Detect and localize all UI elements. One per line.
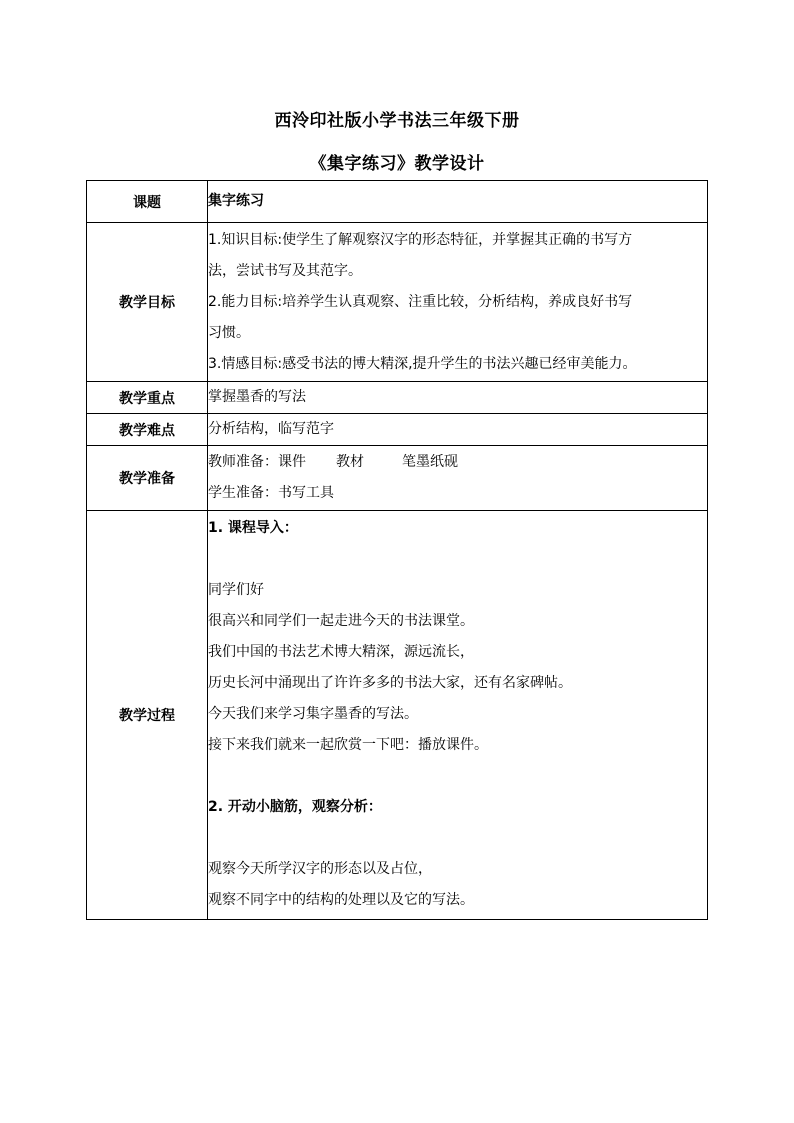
document-subtitle: 《集字练习》教学设计 bbox=[309, 154, 485, 174]
student-preparation: 学生准备：书写工具 bbox=[208, 485, 334, 501]
goals-label: 教学目标 bbox=[87, 223, 208, 382]
table-row-difficulties bbox=[87, 414, 708, 446]
teacher-preparation bbox=[208, 447, 707, 478]
goal-line: 3.情感目标:感受书法的博大精深,提升学生的书法兴趣已经审美能力。 bbox=[208, 355, 637, 372]
topic-value: 集字练习 bbox=[208, 181, 708, 223]
process-line: 接下来我们就来一起欣赏一下吧：播放课件。 bbox=[208, 737, 488, 753]
section-heading: 2. 开动小脑筋，观察分析： bbox=[208, 799, 382, 815]
preparation-content bbox=[208, 446, 708, 511]
goals-content bbox=[208, 223, 708, 382]
table-row-topic bbox=[87, 181, 708, 223]
teacher-prep-item: 教材 bbox=[336, 454, 364, 470]
lesson-plan-table bbox=[86, 180, 708, 920]
document-title: 西泠印社版小学书法三年级下册 bbox=[274, 111, 520, 131]
difficulties-label: 教学难点 bbox=[87, 414, 208, 446]
process-line: 历史长河中涌现出了许许多多的书法大家，还有名家碑帖。 bbox=[208, 675, 572, 691]
topic-label: 课题 bbox=[87, 181, 208, 223]
table-row-preparation bbox=[87, 446, 708, 511]
process-line: 观察不同字中的结构的处理以及它的写法。 bbox=[208, 892, 474, 908]
process-line: 今天我们来学习集字墨香的写法。 bbox=[208, 706, 418, 722]
goal-line: 2.能力目标:培养学生认真观察、注重比较，分析结构，养成良好书写 bbox=[208, 293, 633, 310]
goal-line: 习惯。 bbox=[208, 324, 250, 341]
goal-line: 1.知识目标:使学生了解观察汉字的形态特征，并掌握其正确的书写方 bbox=[208, 231, 633, 248]
difficulties-value: 分析结构，临写范字 bbox=[208, 414, 708, 446]
key-points-label: 教学重点 bbox=[87, 382, 208, 414]
process-content bbox=[208, 511, 708, 920]
process-label: 教学过程 bbox=[87, 511, 208, 920]
teacher-prep-item: 笔墨纸砚 bbox=[402, 454, 458, 470]
process-line: 同学们好 bbox=[208, 582, 264, 598]
process-line: 观察今天所学汉字的形态以及占位， bbox=[208, 861, 432, 877]
table-row-goals bbox=[87, 223, 708, 382]
preparation-label: 教学准备 bbox=[87, 446, 208, 511]
teacher-prep-prefix: 教师准备：课件 bbox=[208, 454, 306, 470]
table-row-key-points bbox=[87, 382, 708, 414]
process-line: 我们中国的书法艺术博大精深，源远流长， bbox=[208, 644, 474, 660]
table-row-process bbox=[87, 511, 708, 920]
key-points-value: 掌握墨香的写法 bbox=[208, 382, 708, 414]
section-heading: 1. 课程导入： bbox=[208, 520, 298, 536]
process-line: 很高兴和同学们一起走进今天的书法课堂。 bbox=[208, 613, 474, 629]
goal-line: 法，尝试书写及其范字。 bbox=[208, 262, 362, 279]
